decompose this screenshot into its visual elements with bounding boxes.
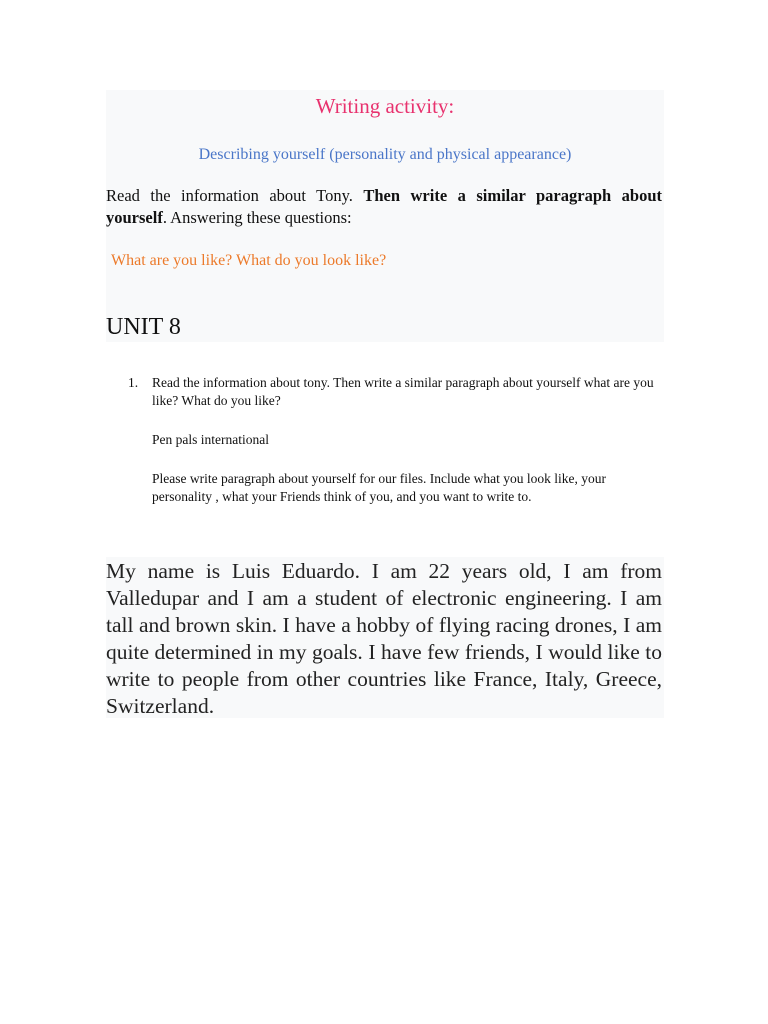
instruction-text-bold: Then write a similar paragraph about yourself	[106, 186, 662, 227]
task-text: Read the information about tony. Then write a similar paragraph about yourself what are you like? What do you like?	[152, 375, 654, 408]
list-item	[152, 374, 668, 506]
instruction-paragraph	[106, 185, 662, 229]
penpals-heading: Pen pals international	[152, 432, 269, 447]
instruction-text-start: Read the information about Tony.	[106, 186, 364, 205]
activity-subtitle: Describing yourself (personality and physical appearance)	[198, 146, 572, 163]
activity-title: Writing activity:	[315, 94, 455, 118]
task-prompt: Please write paragraph about yourself for our files. Include what you look like, your personality , what your Friends think of you, and you want to write to.	[152, 471, 606, 504]
guiding-questions: What are you like? What do you look like?	[111, 252, 387, 269]
instruction-text-end: . Answering these questions:	[162, 208, 352, 227]
unit-heading: UNIT 8	[106, 314, 181, 340]
answer-paragraph: My name is Luis Eduardo. I am 22 years old, I am from Valledupar and I am a student of electronic engineering. I am tall and brown skin. I have a hobby of flying racing drones, I am quite determined in my goals. I have few friends, I would like to write to people from other countries like France, Italy, Greece, Switzerland.	[106, 559, 662, 718]
list-item-number: 1.	[128, 375, 139, 390]
